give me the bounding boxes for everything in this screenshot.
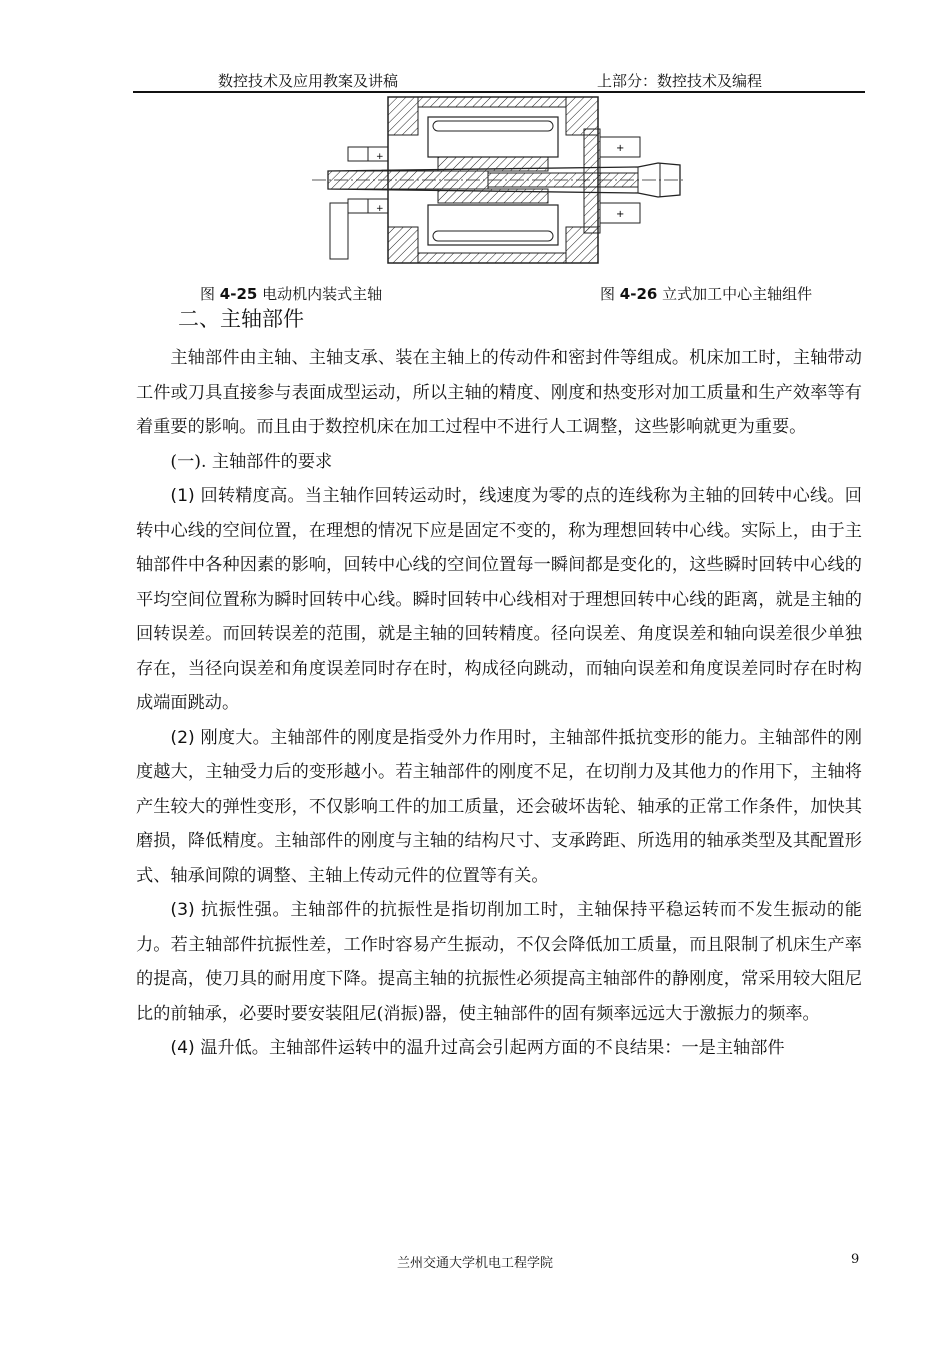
- section-title: 二、主轴部件: [178, 307, 304, 331]
- spindle-drawing: [308, 93, 690, 269]
- item-number: (3): [170, 900, 195, 920]
- caption-prefix: 图: [600, 285, 620, 303]
- header-course-title: 数控技术及应用教案及讲稿: [218, 72, 399, 90]
- figure-number: 4-25: [219, 285, 258, 303]
- figure-caption-4-26: [600, 283, 812, 304]
- figure-number: 4-26: [619, 285, 658, 303]
- paragraph-text: 刚度大。主轴部件的刚度是指受外力作用时，主轴部件抵抗变形的能力。主轴部件的刚度越大，主轴受力后的变形越小。若主轴部件的刚度不足，在切削力及其他力的作用下，主轴将产生较大的弹性变形，不仅影响工件的加工质量，还会破坏齿轮、轴承的正常工作条件，加快其磨损，降低精度。主轴部件的刚度与主轴的结构尺寸、支承跨距、所选用的轴承类型及其配置形式、轴承间隙的调整、主轴上传动元件的位置等有关。: [136, 727, 862, 886]
- paragraph: [136, 893, 862, 1031]
- paragraph-text: 抗振性强。主轴部件的抗振性是指切削加工时，主轴保持平稳运转而不发生振动的能力。若主轴部件抗振性差，工作时容易产生振动，不仅会降低加工质量，而且限制了机床生产率的提高，使刀具的耐用度下降。提高主轴的抗振性必须提高主轴部件的静刚度，常采用较大阻尼比的前轴承，必要时要安装阻尼(消振)器，使主轴部件的固有频率远远大于激振力的频率。: [136, 900, 862, 1024]
- caption-prefix: 图: [200, 285, 220, 303]
- caption-text: 立式加工中心主轴组件: [657, 285, 813, 303]
- paragraph-text: 回转精度高。当主轴作回转运动时，线速度为零的点的连线称为主轴的回转中心线。回转中心线的空间位置，在理想的情况下应是固定不变的，称为理想回转中心线。实际上，由于主轴部件中各种因素的影响，回转中心线的空间位置每一瞬间都是变化的，这些瞬时回转中心线的平均空间位置称为瞬时回转中心线。瞬时回转中心线相对于理想回转中心线的距离，就是主轴的回转误差。而回转误差的范围，就是主轴的回转精度。径向误差、角度误差和轴向误差很少单独存在，当径向误差和角度误差同时存在时，构成径向跳动，而轴向误差和角度误差同时存在时构成端面跳动。: [136, 486, 862, 713]
- item-number: (4): [170, 1038, 195, 1058]
- page-header: [0, 70, 952, 92]
- item-number: (2): [170, 727, 195, 748]
- header-part-title: 上部分：数控技术及编程: [597, 72, 763, 90]
- item-number: (1): [170, 486, 195, 506]
- page-number: 9: [851, 1252, 860, 1267]
- svg-text:+: +: [616, 209, 625, 220]
- caption-text: 电动机内装式主轴: [257, 285, 383, 303]
- paragraph: [136, 1031, 862, 1066]
- svg-text:+: +: [616, 143, 625, 154]
- paragraph: 主轴部件由主轴、主轴支承、装在主轴上的传动件和密封件等组成。机床加工时，主轴带动工件或刀具直接参与表面成型运动，所以主轴的精度、刚度和热变形对加工质量和生产效率等有着重要的影响。而且由于数控机床在加工过程中不进行人工调整，这些影响就更为重要。: [136, 348, 862, 437]
- figure-caption-4-25: [200, 283, 382, 304]
- svg-text:+: +: [376, 152, 384, 162]
- footer-institution: 兰州交通大学机电工程学院: [397, 1256, 554, 1271]
- paragraph-text: 温升低。主轴部件运转中的温升过高会引起两方面的不良结果：一是主轴部件: [194, 1038, 785, 1058]
- paragraph: [136, 479, 862, 721]
- subheading: (一). 主轴部件的要求: [170, 451, 333, 472]
- paragraph: [136, 721, 862, 894]
- body-text: [136, 341, 862, 1066]
- svg-text:+: +: [376, 204, 384, 214]
